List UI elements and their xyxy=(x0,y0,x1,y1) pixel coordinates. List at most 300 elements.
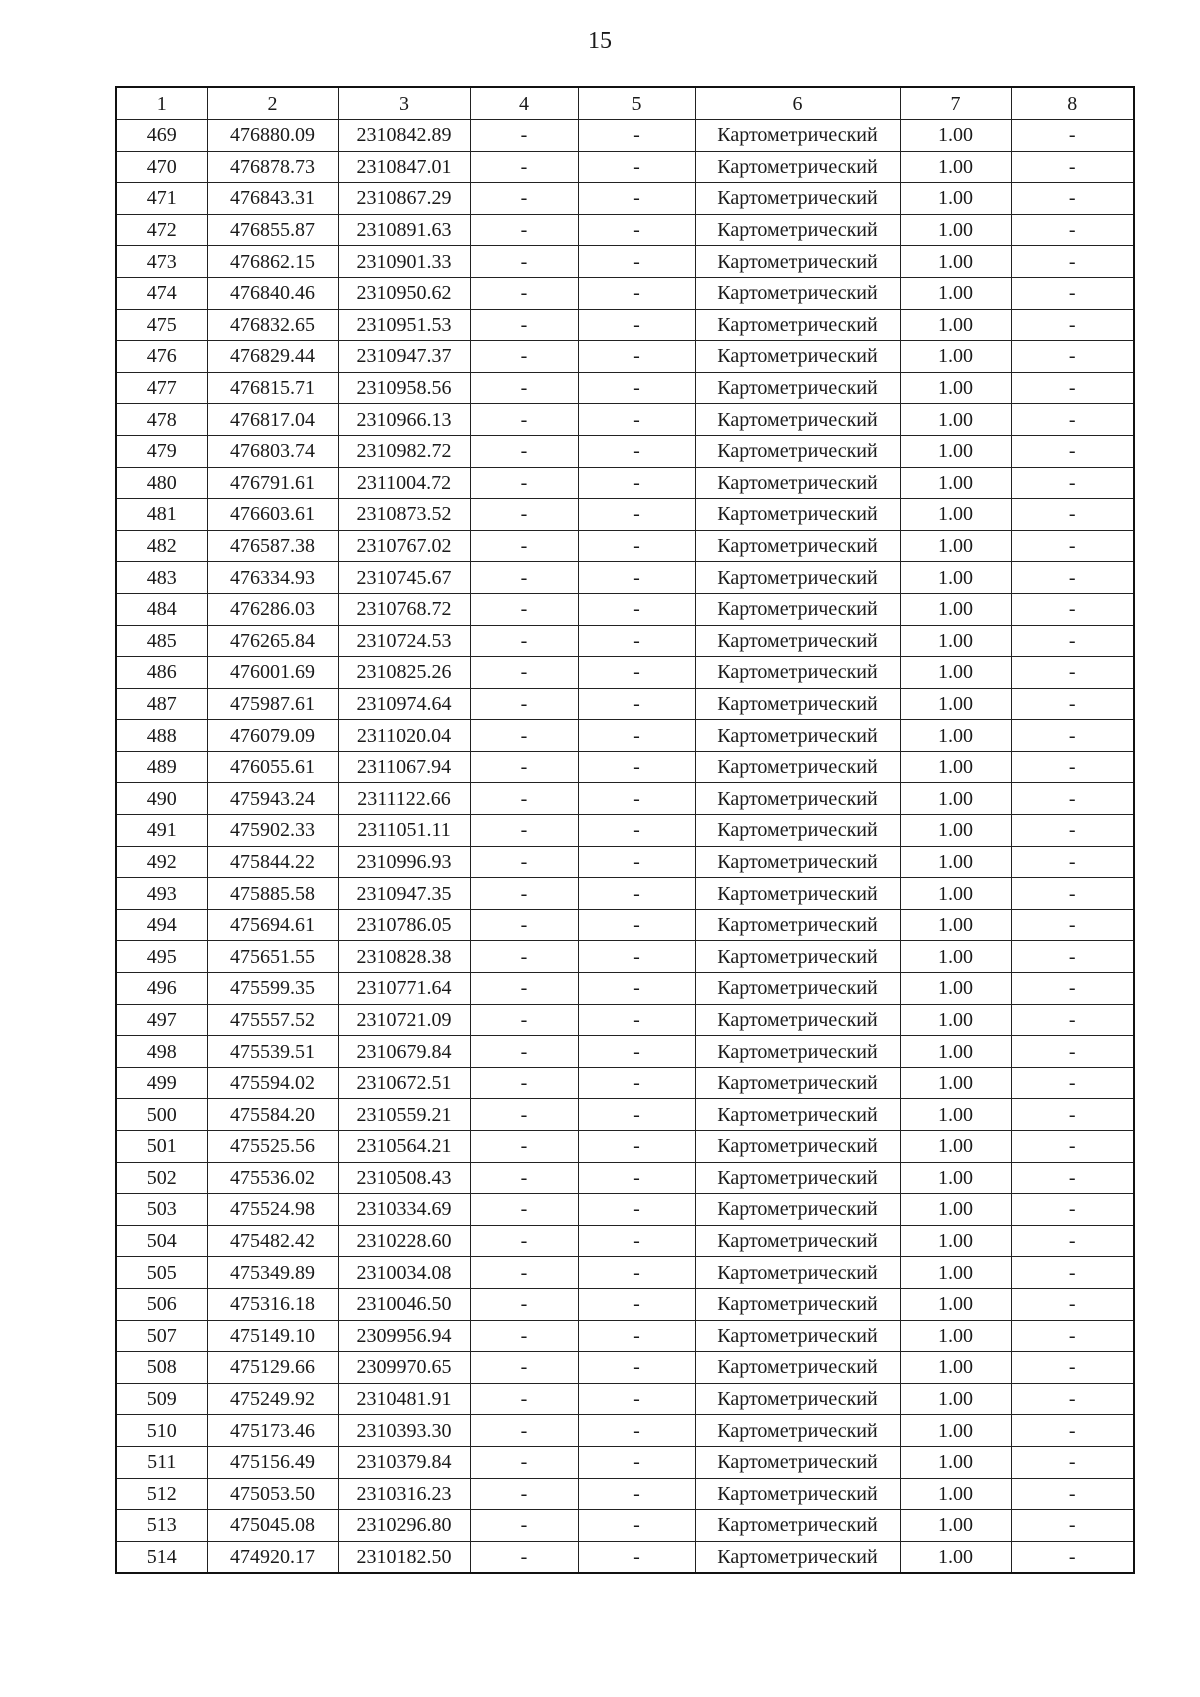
column-8-cell: - xyxy=(1011,435,1134,467)
column-5-cell: - xyxy=(578,846,695,878)
table-row xyxy=(116,1510,1134,1542)
x-coordinate-cell: 476829.44 xyxy=(207,341,338,373)
column-4-cell: - xyxy=(470,183,578,215)
column-8-cell: - xyxy=(1011,973,1134,1005)
y-coordinate-cell: 2310724.53 xyxy=(338,625,470,657)
column-4-cell: - xyxy=(470,246,578,278)
column-4-cell: - xyxy=(470,1383,578,1415)
table-row xyxy=(116,151,1134,183)
y-coordinate-cell: 2310182.50 xyxy=(338,1541,470,1573)
x-coordinate-cell: 475249.92 xyxy=(207,1383,338,1415)
y-coordinate-cell: 2310786.05 xyxy=(338,909,470,941)
x-coordinate-cell: 475584.20 xyxy=(207,1099,338,1131)
y-coordinate-cell: 2310228.60 xyxy=(338,1225,470,1257)
accuracy-cell: 1.00 xyxy=(900,467,1011,499)
x-coordinate-cell: 475694.61 xyxy=(207,909,338,941)
x-coordinate-cell: 475149.10 xyxy=(207,1320,338,1352)
column-8-cell: - xyxy=(1011,1194,1134,1226)
column-5-cell: - xyxy=(578,467,695,499)
accuracy-cell: 1.00 xyxy=(900,151,1011,183)
point-number-cell: 508 xyxy=(116,1352,207,1384)
y-coordinate-cell: 2310996.93 xyxy=(338,846,470,878)
point-number-cell: 480 xyxy=(116,467,207,499)
method-cell: Картометрический xyxy=(695,120,900,152)
point-number-cell: 503 xyxy=(116,1194,207,1226)
table-row xyxy=(116,530,1134,562)
point-number-cell: 482 xyxy=(116,530,207,562)
column-8-cell: - xyxy=(1011,1541,1134,1573)
column-5-cell: - xyxy=(578,720,695,752)
column-5-cell: - xyxy=(578,1099,695,1131)
column-5-cell: - xyxy=(578,214,695,246)
table-row xyxy=(116,657,1134,689)
column-4-cell: - xyxy=(470,815,578,847)
table-row xyxy=(116,783,1134,815)
point-number-cell: 491 xyxy=(116,815,207,847)
point-number-cell: 484 xyxy=(116,593,207,625)
method-cell: Картометрический xyxy=(695,941,900,973)
method-cell: Картометрический xyxy=(695,720,900,752)
column-8-cell: - xyxy=(1011,751,1134,783)
column-4-cell: - xyxy=(470,688,578,720)
table-row xyxy=(116,1415,1134,1447)
table-row xyxy=(116,1036,1134,1068)
y-coordinate-cell: 2310379.84 xyxy=(338,1446,470,1478)
column-4-cell: - xyxy=(470,751,578,783)
accuracy-cell: 1.00 xyxy=(900,1383,1011,1415)
column-5-cell: - xyxy=(578,1036,695,1068)
y-coordinate-cell: 2310950.62 xyxy=(338,277,470,309)
method-cell: Картометрический xyxy=(695,499,900,531)
x-coordinate-cell: 476832.65 xyxy=(207,309,338,341)
method-cell: Картометрический xyxy=(695,151,900,183)
column-4-cell: - xyxy=(470,499,578,531)
point-number-cell: 487 xyxy=(116,688,207,720)
column-8-cell: - xyxy=(1011,1162,1134,1194)
column-5-cell: - xyxy=(578,878,695,910)
accuracy-cell: 1.00 xyxy=(900,1004,1011,1036)
method-cell: Картометрический xyxy=(695,657,900,689)
method-cell: Картометрический xyxy=(695,688,900,720)
point-number-cell: 493 xyxy=(116,878,207,910)
method-cell: Картометрический xyxy=(695,1036,900,1068)
column-4-cell: - xyxy=(470,878,578,910)
y-coordinate-cell: 2310901.33 xyxy=(338,246,470,278)
column-header: 8 xyxy=(1011,87,1134,120)
column-4-cell: - xyxy=(470,1004,578,1036)
accuracy-cell: 1.00 xyxy=(900,1478,1011,1510)
method-cell: Картометрический xyxy=(695,1352,900,1384)
column-4-cell: - xyxy=(470,1478,578,1510)
x-coordinate-cell: 476603.61 xyxy=(207,499,338,531)
column-4-cell: - xyxy=(470,973,578,1005)
accuracy-cell: 1.00 xyxy=(900,120,1011,152)
x-coordinate-cell: 475173.46 xyxy=(207,1415,338,1447)
column-5-cell: - xyxy=(578,1162,695,1194)
point-number-cell: 504 xyxy=(116,1225,207,1257)
column-8-cell: - xyxy=(1011,1099,1134,1131)
point-number-cell: 479 xyxy=(116,435,207,467)
table-row xyxy=(116,1352,1134,1384)
column-4-cell: - xyxy=(470,467,578,499)
accuracy-cell: 1.00 xyxy=(900,657,1011,689)
method-cell: Картометрический xyxy=(695,751,900,783)
table-row xyxy=(116,246,1134,278)
table-row xyxy=(116,1288,1134,1320)
y-coordinate-cell: 2310334.69 xyxy=(338,1194,470,1226)
method-cell: Картометрический xyxy=(695,183,900,215)
accuracy-cell: 1.00 xyxy=(900,751,1011,783)
point-number-cell: 486 xyxy=(116,657,207,689)
method-cell: Картометрический xyxy=(695,277,900,309)
column-8-cell: - xyxy=(1011,1288,1134,1320)
column-5-cell: - xyxy=(578,1067,695,1099)
method-cell: Картометрический xyxy=(695,1288,900,1320)
column-5-cell: - xyxy=(578,751,695,783)
method-cell: Картометрический xyxy=(695,372,900,404)
accuracy-cell: 1.00 xyxy=(900,499,1011,531)
point-number-cell: 481 xyxy=(116,499,207,531)
column-8-cell: - xyxy=(1011,625,1134,657)
accuracy-cell: 1.00 xyxy=(900,909,1011,941)
column-4-cell: - xyxy=(470,1162,578,1194)
column-4-cell: - xyxy=(470,1099,578,1131)
column-8-cell: - xyxy=(1011,1383,1134,1415)
y-coordinate-cell: 2310842.89 xyxy=(338,120,470,152)
accuracy-cell: 1.00 xyxy=(900,1194,1011,1226)
column-8-cell: - xyxy=(1011,183,1134,215)
method-cell: Картометрический xyxy=(695,341,900,373)
point-number-cell: 488 xyxy=(116,720,207,752)
table-row xyxy=(116,309,1134,341)
method-cell: Картометрический xyxy=(695,1162,900,1194)
method-cell: Картометрический xyxy=(695,1004,900,1036)
y-coordinate-cell: 2311122.66 xyxy=(338,783,470,815)
accuracy-cell: 1.00 xyxy=(900,1099,1011,1131)
column-8-cell: - xyxy=(1011,120,1134,152)
accuracy-cell: 1.00 xyxy=(900,941,1011,973)
point-number-cell: 502 xyxy=(116,1162,207,1194)
x-coordinate-cell: 475651.55 xyxy=(207,941,338,973)
table-row xyxy=(116,1131,1134,1163)
y-coordinate-cell: 2310046.50 xyxy=(338,1288,470,1320)
column-5-cell: - xyxy=(578,625,695,657)
method-cell: Картометрический xyxy=(695,1099,900,1131)
table-row xyxy=(116,973,1134,1005)
accuracy-cell: 1.00 xyxy=(900,1415,1011,1447)
method-cell: Картометрический xyxy=(695,246,900,278)
column-5-cell: - xyxy=(578,1288,695,1320)
y-coordinate-cell: 2310867.29 xyxy=(338,183,470,215)
method-cell: Картометрический xyxy=(695,404,900,436)
table-row xyxy=(116,878,1134,910)
method-cell: Картометрический xyxy=(695,1383,900,1415)
method-cell: Картометрический xyxy=(695,1446,900,1478)
point-number-cell: 478 xyxy=(116,404,207,436)
point-number-cell: 509 xyxy=(116,1383,207,1415)
method-cell: Картометрический xyxy=(695,1415,900,1447)
accuracy-cell: 1.00 xyxy=(900,688,1011,720)
point-number-cell: 472 xyxy=(116,214,207,246)
column-8-cell: - xyxy=(1011,1067,1134,1099)
x-coordinate-cell: 476862.15 xyxy=(207,246,338,278)
accuracy-cell: 1.00 xyxy=(900,1257,1011,1289)
y-coordinate-cell: 2310847.01 xyxy=(338,151,470,183)
method-cell: Картометрический xyxy=(695,909,900,941)
point-number-cell: 475 xyxy=(116,309,207,341)
column-5-cell: - xyxy=(578,1131,695,1163)
table-row xyxy=(116,1383,1134,1415)
point-number-cell: 492 xyxy=(116,846,207,878)
x-coordinate-cell: 475844.22 xyxy=(207,846,338,878)
column-8-cell: - xyxy=(1011,1320,1134,1352)
y-coordinate-cell: 2310825.26 xyxy=(338,657,470,689)
point-number-cell: 477 xyxy=(116,372,207,404)
column-4-cell: - xyxy=(470,1352,578,1384)
column-5-cell: - xyxy=(578,277,695,309)
accuracy-cell: 1.00 xyxy=(900,1131,1011,1163)
accuracy-cell: 1.00 xyxy=(900,720,1011,752)
column-5-cell: - xyxy=(578,372,695,404)
column-8-cell: - xyxy=(1011,246,1134,278)
accuracy-cell: 1.00 xyxy=(900,562,1011,594)
column-8-cell: - xyxy=(1011,499,1134,531)
x-coordinate-cell: 475943.24 xyxy=(207,783,338,815)
y-coordinate-cell: 2310873.52 xyxy=(338,499,470,531)
y-coordinate-cell: 2310034.08 xyxy=(338,1257,470,1289)
x-coordinate-cell: 476840.46 xyxy=(207,277,338,309)
x-coordinate-cell: 476334.93 xyxy=(207,562,338,594)
column-8-cell: - xyxy=(1011,530,1134,562)
method-cell: Картометрический xyxy=(695,530,900,562)
y-coordinate-cell: 2311051.11 xyxy=(338,815,470,847)
column-5-cell: - xyxy=(578,1446,695,1478)
column-header: 3 xyxy=(338,87,470,120)
y-coordinate-cell: 2310771.64 xyxy=(338,973,470,1005)
table-row xyxy=(116,1162,1134,1194)
x-coordinate-cell: 475045.08 xyxy=(207,1510,338,1542)
table-row xyxy=(116,846,1134,878)
column-header: 7 xyxy=(900,87,1011,120)
table-row xyxy=(116,941,1134,973)
column-4-cell: - xyxy=(470,530,578,562)
y-coordinate-cell: 2310508.43 xyxy=(338,1162,470,1194)
column-5-cell: - xyxy=(578,1004,695,1036)
y-coordinate-cell: 2310721.09 xyxy=(338,1004,470,1036)
x-coordinate-cell: 475316.18 xyxy=(207,1288,338,1320)
column-4-cell: - xyxy=(470,1067,578,1099)
y-coordinate-cell: 2311020.04 xyxy=(338,720,470,752)
point-number-cell: 474 xyxy=(116,277,207,309)
column-8-cell: - xyxy=(1011,657,1134,689)
x-coordinate-cell: 475902.33 xyxy=(207,815,338,847)
column-5-cell: - xyxy=(578,530,695,562)
column-4-cell: - xyxy=(470,372,578,404)
column-5-cell: - xyxy=(578,1257,695,1289)
x-coordinate-cell: 476843.31 xyxy=(207,183,338,215)
column-4-cell: - xyxy=(470,783,578,815)
y-coordinate-cell: 2310296.80 xyxy=(338,1510,470,1542)
column-5-cell: - xyxy=(578,1510,695,1542)
table-row xyxy=(116,688,1134,720)
column-4-cell: - xyxy=(470,435,578,467)
column-5-cell: - xyxy=(578,1352,695,1384)
method-cell: Картометрический xyxy=(695,846,900,878)
x-coordinate-cell: 476855.87 xyxy=(207,214,338,246)
y-coordinate-cell: 2311004.72 xyxy=(338,467,470,499)
point-number-cell: 471 xyxy=(116,183,207,215)
accuracy-cell: 1.00 xyxy=(900,1067,1011,1099)
point-number-cell: 473 xyxy=(116,246,207,278)
method-cell: Картометрический xyxy=(695,435,900,467)
column-8-cell: - xyxy=(1011,1478,1134,1510)
accuracy-cell: 1.00 xyxy=(900,783,1011,815)
point-number-cell: 499 xyxy=(116,1067,207,1099)
column-8-cell: - xyxy=(1011,1131,1134,1163)
x-coordinate-cell: 475987.61 xyxy=(207,688,338,720)
y-coordinate-cell: 2310891.63 xyxy=(338,214,470,246)
column-8-cell: - xyxy=(1011,1036,1134,1068)
column-4-cell: - xyxy=(470,214,578,246)
accuracy-cell: 1.00 xyxy=(900,214,1011,246)
method-cell: Картометрический xyxy=(695,1510,900,1542)
y-coordinate-cell: 2310767.02 xyxy=(338,530,470,562)
x-coordinate-cell: 476079.09 xyxy=(207,720,338,752)
y-coordinate-cell: 2310679.84 xyxy=(338,1036,470,1068)
point-number-cell: 494 xyxy=(116,909,207,941)
x-coordinate-cell: 476265.84 xyxy=(207,625,338,657)
column-8-cell: - xyxy=(1011,878,1134,910)
column-5-cell: - xyxy=(578,183,695,215)
column-5-cell: - xyxy=(578,1541,695,1573)
x-coordinate-cell: 476286.03 xyxy=(207,593,338,625)
point-number-cell: 506 xyxy=(116,1288,207,1320)
column-4-cell: - xyxy=(470,1194,578,1226)
column-5-cell: - xyxy=(578,1383,695,1415)
method-cell: Картометрический xyxy=(695,309,900,341)
column-4-cell: - xyxy=(470,1510,578,1542)
accuracy-cell: 1.00 xyxy=(900,593,1011,625)
column-4-cell: - xyxy=(470,909,578,941)
method-cell: Картометрический xyxy=(695,1320,900,1352)
method-cell: Картометрический xyxy=(695,1257,900,1289)
point-number-cell: 500 xyxy=(116,1099,207,1131)
column-4-cell: - xyxy=(470,625,578,657)
x-coordinate-cell: 475349.89 xyxy=(207,1257,338,1289)
column-header: 5 xyxy=(578,87,695,120)
column-5-cell: - xyxy=(578,435,695,467)
page-number: 15 xyxy=(588,28,612,54)
column-8-cell: - xyxy=(1011,783,1134,815)
column-8-cell: - xyxy=(1011,341,1134,373)
x-coordinate-cell: 476055.61 xyxy=(207,751,338,783)
x-coordinate-cell: 475594.02 xyxy=(207,1067,338,1099)
method-cell: Картометрический xyxy=(695,214,900,246)
x-coordinate-cell: 475885.58 xyxy=(207,878,338,910)
table-row xyxy=(116,1446,1134,1478)
x-coordinate-cell: 476803.74 xyxy=(207,435,338,467)
accuracy-cell: 1.00 xyxy=(900,1225,1011,1257)
column-8-cell: - xyxy=(1011,562,1134,594)
column-5-cell: - xyxy=(578,657,695,689)
accuracy-cell: 1.00 xyxy=(900,1288,1011,1320)
point-number-cell: 469 xyxy=(116,120,207,152)
y-coordinate-cell: 2310947.37 xyxy=(338,341,470,373)
column-8-cell: - xyxy=(1011,151,1134,183)
table-row xyxy=(116,467,1134,499)
column-5-cell: - xyxy=(578,1320,695,1352)
point-number-cell: 497 xyxy=(116,1004,207,1036)
column-header: 1 xyxy=(116,87,207,120)
column-5-cell: - xyxy=(578,309,695,341)
point-number-cell: 514 xyxy=(116,1541,207,1573)
x-coordinate-cell: 476815.71 xyxy=(207,372,338,404)
column-5-cell: - xyxy=(578,151,695,183)
column-4-cell: - xyxy=(470,277,578,309)
column-4-cell: - xyxy=(470,1225,578,1257)
accuracy-cell: 1.00 xyxy=(900,309,1011,341)
table-row xyxy=(116,1099,1134,1131)
column-4-cell: - xyxy=(470,1257,578,1289)
table-body xyxy=(116,120,1134,1574)
table-row xyxy=(116,1257,1134,1289)
x-coordinate-cell: 476880.09 xyxy=(207,120,338,152)
x-coordinate-cell: 475557.52 xyxy=(207,1004,338,1036)
point-number-cell: 490 xyxy=(116,783,207,815)
point-number-cell: 485 xyxy=(116,625,207,657)
x-coordinate-cell: 474920.17 xyxy=(207,1541,338,1573)
column-4-cell: - xyxy=(470,657,578,689)
column-5-cell: - xyxy=(578,1478,695,1510)
column-5-cell: - xyxy=(578,941,695,973)
x-coordinate-cell: 476587.38 xyxy=(207,530,338,562)
accuracy-cell: 1.00 xyxy=(900,815,1011,847)
x-coordinate-cell: 475156.49 xyxy=(207,1446,338,1478)
method-cell: Картометрический xyxy=(695,1067,900,1099)
y-coordinate-cell: 2310559.21 xyxy=(338,1099,470,1131)
table-row xyxy=(116,372,1134,404)
column-5-cell: - xyxy=(578,1415,695,1447)
column-4-cell: - xyxy=(470,593,578,625)
y-coordinate-cell: 2310828.38 xyxy=(338,941,470,973)
table-row xyxy=(116,120,1134,152)
column-8-cell: - xyxy=(1011,1257,1134,1289)
method-cell: Картометрический xyxy=(695,467,900,499)
table-row xyxy=(116,277,1134,309)
table-row xyxy=(116,1320,1134,1352)
column-4-cell: - xyxy=(470,404,578,436)
accuracy-cell: 1.00 xyxy=(900,1510,1011,1542)
point-number-cell: 501 xyxy=(116,1131,207,1163)
column-8-cell: - xyxy=(1011,846,1134,878)
column-4-cell: - xyxy=(470,562,578,594)
column-header: 4 xyxy=(470,87,578,120)
point-number-cell: 476 xyxy=(116,341,207,373)
column-5-cell: - xyxy=(578,973,695,1005)
table-row xyxy=(116,1194,1134,1226)
column-8-cell: - xyxy=(1011,277,1134,309)
table-row xyxy=(116,1067,1134,1099)
x-coordinate-cell: 476878.73 xyxy=(207,151,338,183)
method-cell: Картометрический xyxy=(695,783,900,815)
table-row xyxy=(116,404,1134,436)
table-row xyxy=(116,751,1134,783)
y-coordinate-cell: 2310951.53 xyxy=(338,309,470,341)
table-row xyxy=(116,341,1134,373)
point-number-cell: 489 xyxy=(116,751,207,783)
column-4-cell: - xyxy=(470,720,578,752)
x-coordinate-cell: 475599.35 xyxy=(207,973,338,1005)
